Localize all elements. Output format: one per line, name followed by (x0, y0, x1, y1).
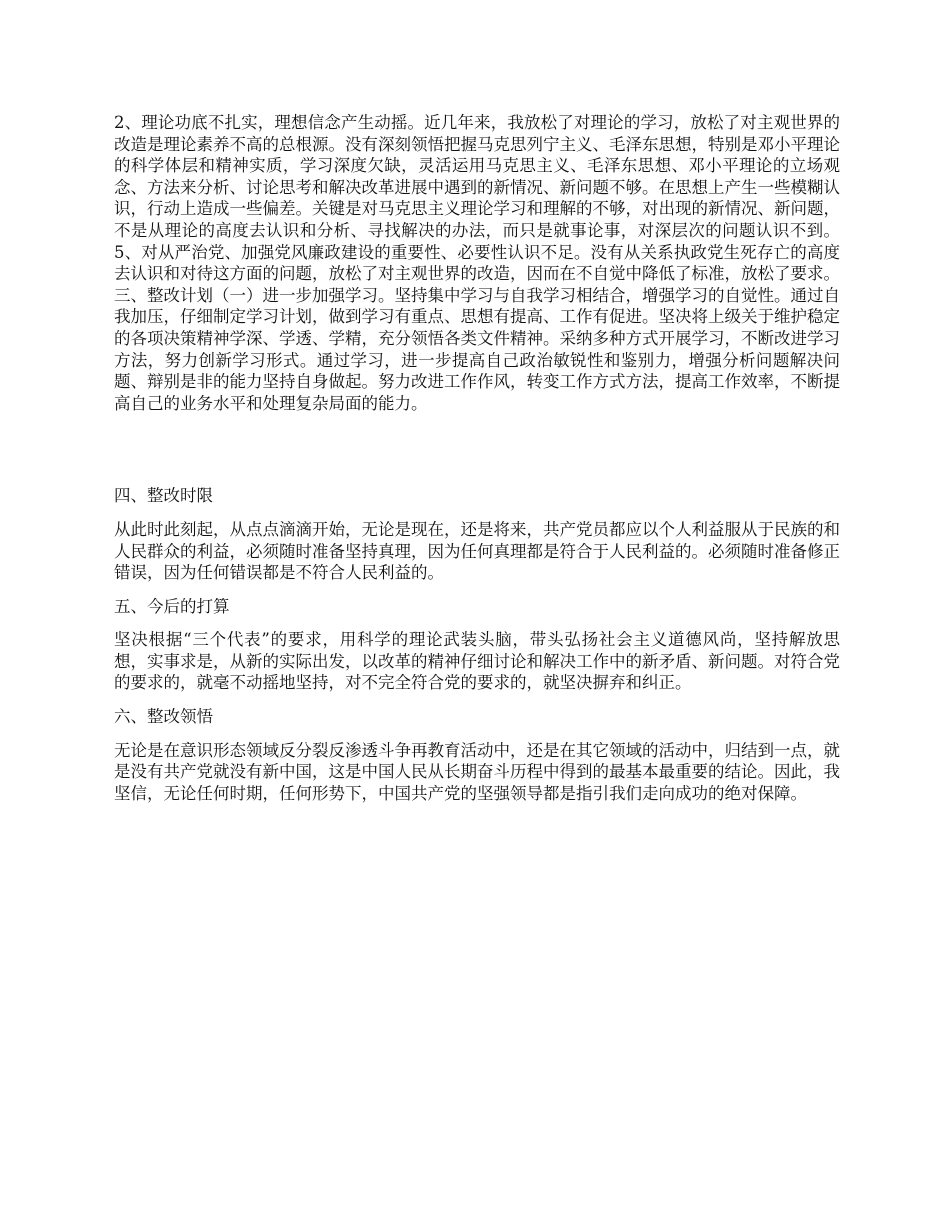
heading-future-plans: 五、今后的打算 (114, 596, 230, 616)
document-page (114, 112, 840, 804)
paragraph-rectification-timeline: 从此时此刻起，从点点滴滴开始，无论是现在，还是将来，共产党员都应以个人利益服从于民族的和人民群众的利益，必须随时准备坚持真理，因为任何真理都是符合于人民利益的。必须随时准备修正错误，因为任何错误都是不符合人民利益的。 (114, 519, 840, 583)
blank-space (114, 414, 840, 485)
paragraph-theory-and-plan: 2、理论功底不扎实，理想信念产生动摇。近几年来，我放松了对理论的学习，放松了对主观世界的改造是理论素养不高的总根源。没有深刻领悟把握马克思列宁主义、毛泽东思想，特别是邓小平理论的科学体层和精神实质，学习深度欠缺，灵活运用马克思主义、毛泽东思想、邓小平理论的立场观念、方法来分析、讨论思考和解决改革进展中遇到的新情况、新问题不够。在思想上产生一些模糊认识，行动上造成一些偏差。关键是对马克思主义理论学习和理解的不够，对出现的新情况、新问题，不是从理论的高度去认识和分析、寻找解决的办法，而只是就事论事，对深层次的问题认识不到。5、对从严治党、加强党风廉政建设的重要性、必要性认识不足。没有从关系执政党生死存亡的高度去认识和对待这方面的问题，放松了对主观世界的改造，因而在不自觉中降低了标准，放松了要求。三、整改计划（一）进一步加强学习。坚持集中学习与自我学习相结合，增强学习的自觉性。通过自我加压，仔细制定学习计划，做到学习有重点、思想有提高、工作有促进。坚决将上级关于维护稳定的各项决策精神学深、学透、学精，充分领悟各类文件精神。采纳多种方式开展学习，不断改进学习方法，努力创新学习形式。通过学习，进一步提高自己政治敏锐性和鉴别力，增强分析问题解决问题、辩别是非的能力坚持自身做起。努力改进工作作风，转变工作方式方法，提高工作效率，不断提高自己的业务水平和处理复杂局面的能力。 (114, 113, 840, 413)
heading-rectification-timeline: 四、整改时限 (114, 486, 213, 506)
paragraph-rectification-insights: 无论是在意识形态领域反分裂反渗透斗争再教育活动中，还是在其它领域的活动中，归结到一点，就是没有共产党就没有新中国，这是中国人民从长期奋斗历程中得到的最基本最重要的结论。因此，我坚信，无论任何时期，任何形势下，中国共产党的坚强领导都是指引我们走向成功的绝对保障。 (114, 740, 840, 803)
heading-rectification-insights: 六、整改领悟 (114, 707, 213, 727)
paragraph-future-plans: 坚决根据“三个代表”的要求，用科学的理论武装头脑，带头弘扬社会主义道德风尚，坚持解放思想，实事求是，从新的实际出发，以改革的精神仔细讨论和解决工作中的新矛盾、新问题。对符合党的要求的，就毫不动摇地坚持，对不完全符合党的要求的，就坚决摒弃和纠正。 (114, 630, 840, 693)
